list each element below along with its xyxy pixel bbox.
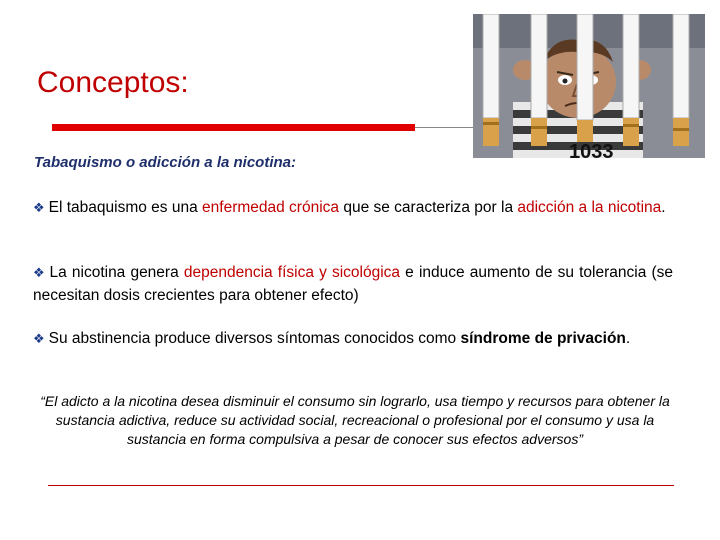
- slide-title: Conceptos:: [37, 66, 189, 99]
- bullet-nicotina: ❖ La nicotina genera dependencia física y sicológica e induce aumento de su tolerancia (se necesitan dosis crecientes para obtener efecto): [33, 264, 673, 304]
- prisoner-number: 1033: [569, 141, 614, 158]
- addiction-quote: “El adicto a la nicotina desea disminuir el consumo sin lograrlo, usa tiempo y recursos para obtener la sustancia adictiva, reduce su actividad social, recreacional o profesional por el consumo y usa la sustancia en forma compulsiva a pesar de conocer sus efectos adversos”: [40, 393, 670, 447]
- prisoner-illustration: [473, 14, 705, 158]
- title-underline-thin-line: [415, 127, 479, 128]
- diamond-bullet-icon: ❖: [33, 266, 46, 281]
- title-underline-bar: [52, 124, 415, 131]
- diamond-bullet-icon: ❖: [33, 201, 45, 216]
- bullet-abstinencia: ❖ Su abstinencia produce diversos síntomas conocidos como síndrome de privación.: [33, 330, 631, 347]
- bullet-tabaquismo: ❖ El tabaquismo es una enfermedad crónica que se caracteriza por la adicción a la nicotina.: [33, 199, 666, 216]
- section-subtitle: Tabaquismo o adicción a la nicotina:: [34, 154, 296, 171]
- diamond-bullet-icon: ❖: [33, 332, 45, 347]
- bottom-rule: [48, 485, 674, 486]
